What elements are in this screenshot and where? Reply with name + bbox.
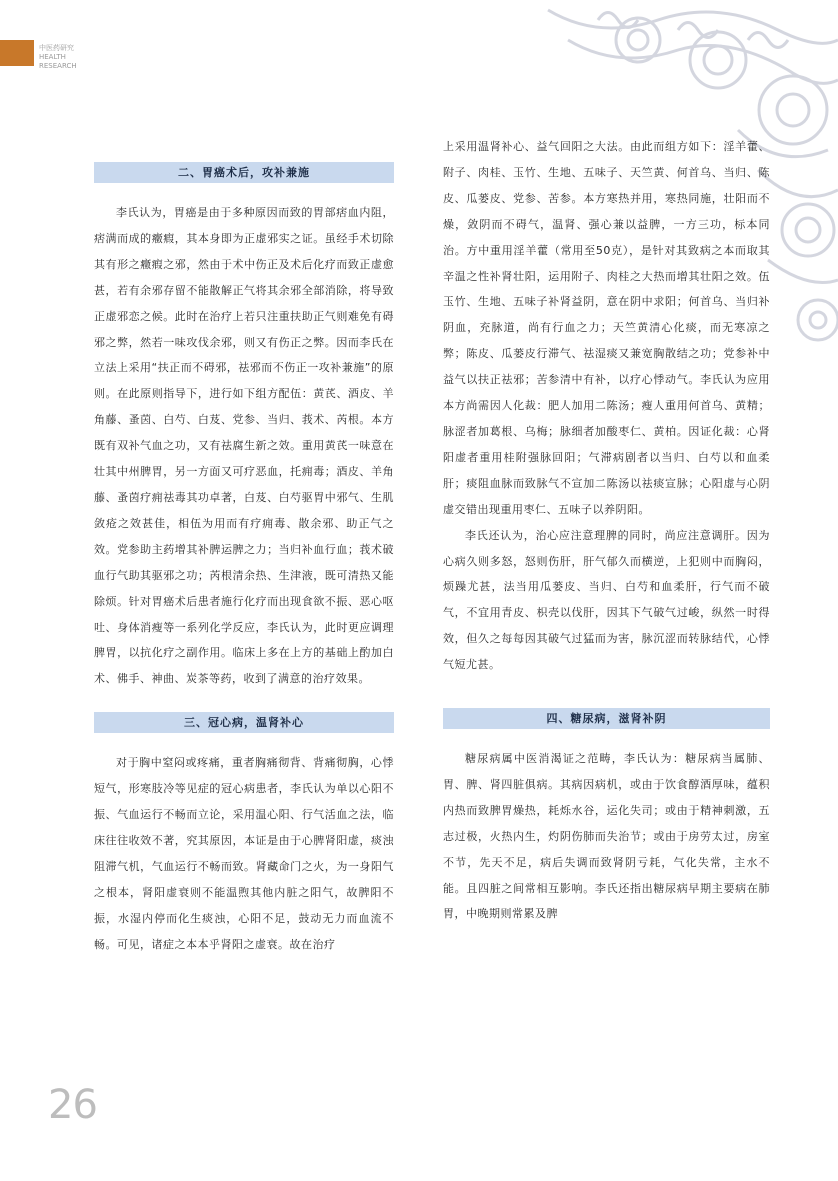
header-logo-text: 中医药研究 HEALTH RESEARCH (39, 44, 77, 70)
body-paragraph: 上采用温肾补心、益气回阳之大法。由此而组方如下：淫羊藿、附子、肉桂、玉竹、生地、五味子、天竺黄、何首乌、当归、陈皮、瓜蒌皮、党参、苦参。本方寒热并用，寒热同施，壮阳而不燥，敛阴而不碍气，温肾、强心兼以益脾，一方三功，标本同治。方中重用淫羊藿（常用至50克），是针对其致病之本而取其辛温之性补肾壮阳，运用附子、肉桂之大热而增其壮阳之效。伍玉竹、生地、五味子补肾益阴，意在阴中求阳；何首乌、当归补阴血，充脉道，尚有行血之力；天竺黄清心化痰，而无寒凉之弊；陈皮、瓜蒌皮行滞气、祛湿痰又兼宽胸散结之功；党参补中益气以扶正祛邪；苦参清中有补，以疗心悸动气。李氏认为应用本方尚需因人化裁：肥人加用二陈汤；瘦人重用何首乌、黄精；脉涩者加葛根、乌梅；脉细者加酸枣仁、黄柏。因证化裁：心肾阳虚者重用桂附强脉回阳；气滞病剧者以当归、白芍以和血柔肝；痰阻血脉而致脉气不宣加二陈汤以祛痰宣脉；心阳虚与心阴虚交错出现重用枣仁、五味子以养阴阳。 (443, 140, 770, 516)
body-paragraph: 对于胸中窒闷或疼痛，重者胸痛彻背、背痛彻胸，心悸短气，形寒肢冷等见症的冠心病患者，李氏认为单以心阳不振、气血运行不畅而立论，采用温心阳、行气活血之法，临床往往收效不著，究其原因，本证是由于心脾肾阳虚，痰浊阻滞气机，气血运行不畅而致。肾藏命门之火，为一身阳气之根本，肾阳虚衰则不能温煦其他内脏之阳气，故脾阳不振，水湿内停而化生痰浊，心阳不足，鼓动无力而血流不畅。可见，诸症之本本乎肾阳之虚衰。故在治疗 (94, 756, 394, 951)
section-tab (0, 40, 34, 66)
page-number: 26 (48, 1082, 97, 1128)
body-paragraph: 糖尿病属中医消渴证之范畴，李氏认为：糖尿病当属肺、胃、脾、肾四脏俱病。其病因病机，或由于饮食醇酒厚味，蕴积内热而致脾胃燥热，耗烁水谷，运化失司；或由于精神刺激，五志过极，火热内生，灼阴伤肺而失治节；或由于房劳太过，房室不节，先天不足，病后失调而致肾阴亏耗，气化失常，主水不能。且四脏之间常相互影响。李氏还指出糖尿病早期主要病在肺胃，中晚期则常累及脾 (443, 752, 770, 921)
section-heading: 四、糖尿病，滋肾补阴 (443, 708, 770, 729)
body-paragraph: 李氏还认为，治心应注意理脾的同时，尚应注意调肝。因为心病久则多怒，怒则伤肝，肝气郁久而横逆，上犯则中而胸闷，烦躁尤甚，法当用瓜蒌皮、当归、白芍和血柔肝，行气而不破气，不宜用青皮、枳壳以伐肝，因其下气破气过峻，纵然一时得效，但久之每每因其破气过猛而为害，脉沉涩而转脉结代，心悸气短尤甚。 (443, 528, 770, 672)
section-heading: 二、胃癌术后，攻补兼施 (94, 162, 394, 183)
section-heading: 三、冠心病，温肾补心 (94, 712, 394, 733)
body-paragraph: 李氏认为，胃癌是由于多种原因而致的胃部痞血内阻，痞满而成的癥瘕，其本身即为正虚邪实之证。虽经手术切除其有形之癥瘕之邪，然由于术中伤正及术后化疗而致正虚愈甚，若有余邪存留不能散解正气将其余邪全部消除，将导致正虚邪恋之候。此时在治疗上若只注重扶助正气则难免有碍邪之弊，然若一味攻伐余邪，则又有伤正之弊。因而李氏在立法上采用“扶正而不碍邪，祛邪而不伤正一攻补兼施”的原则。在此原则指导下，进行如下组方配伍：黄芪、酒皮、羊角藤、蚤茵、白芍、白芨、党参、当归、莪术、芮根。本方既有双补气血之功，又有祛腐生新之效。重用黄芪一味意在壮其中州脾胃，另一方面又可疗恶血，托痈毒；酒皮、羊角藤、蚤茵疗痈祛毒其功卓著，白芨、白芍驱胃中邪气、生肌敛疮之效甚佳，相伍为用而有疗痈毒、散余邪、助正气之效。党参助主药增其补脾运脾之力；当归补血行血；莪术破血行气助其驱邪之功；芮根清余热、生津液，既可清热又能除烦。针对胃癌术后患者施行化疗而出现食欲不振、恶心呕吐、身体消瘦等一系列化学反应，李氏认为，此时更应调理脾胃，以抗化疗之副作用。临床上多在上方的基础上酌加白术、佛手、神曲、炭茶等药，收到了满意的治疗效果。 (94, 206, 394, 686)
right-column (443, 134, 770, 927)
left-column (94, 162, 394, 957)
